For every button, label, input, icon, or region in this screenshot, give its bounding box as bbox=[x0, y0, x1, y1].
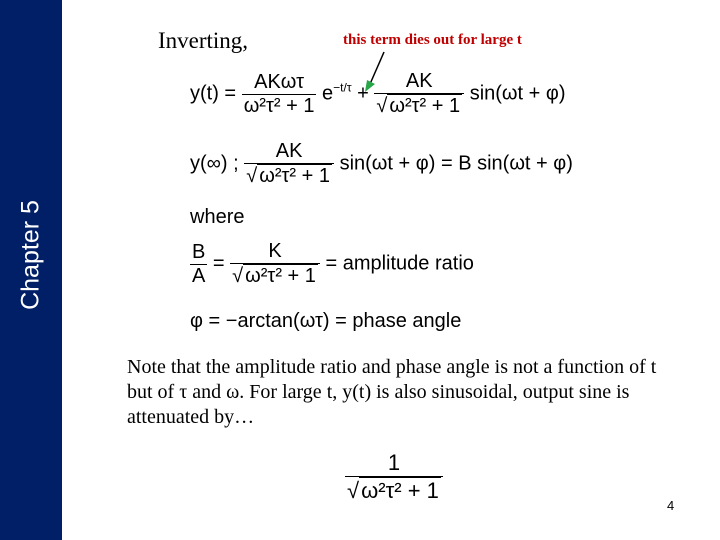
eq1-exponent: −t/τ bbox=[333, 80, 352, 95]
eq2-tail: sin(ωt + φ) = B sin(ωt + φ) bbox=[339, 152, 573, 175]
eq1-term2-numerator: AK bbox=[405, 70, 433, 92]
annotation-note: this term dies out for large t bbox=[343, 32, 522, 48]
note-paragraph: Note that the amplitude ratio and phase angle is not a function of t but of τ and ω. For large t, y(t) is also sinusoidal, output sine is attenuated by… bbox=[127, 356, 657, 428]
eq1-plus: + bbox=[357, 82, 369, 105]
eq3-fraction bbox=[230, 240, 320, 288]
equation-steady-state bbox=[190, 140, 573, 188]
eq1-fraction-2 bbox=[374, 70, 464, 118]
eq2-numerator: AK bbox=[275, 140, 303, 162]
eq3-tail: = amplitude ratio bbox=[325, 252, 474, 275]
eq3-numerator: K bbox=[268, 240, 282, 262]
eq2-fraction bbox=[244, 140, 334, 188]
final-denominator: √ω²τ² + 1 bbox=[345, 476, 443, 504]
eq1-lhs: y(t) = bbox=[190, 82, 237, 105]
where-label: where bbox=[190, 206, 245, 228]
eq2-radicand: ω²τ² + 1 bbox=[259, 165, 331, 187]
eq1-exponential: e bbox=[322, 82, 334, 105]
final-numerator: 1 bbox=[387, 450, 401, 475]
equation-phase-angle: φ = −arctan(ωτ) = phase angle bbox=[190, 310, 462, 332]
eq2-lhs: y(∞) ; bbox=[190, 152, 239, 175]
eq1-sine-term: sin(ωt + φ) bbox=[469, 82, 566, 105]
final-fraction bbox=[345, 450, 443, 504]
slide-heading: Inverting, bbox=[158, 28, 249, 53]
equation-amplitude-ratio bbox=[190, 240, 474, 288]
eq1-term1-denominator: ω²τ² + 1 bbox=[243, 94, 315, 117]
eq1-term1-numerator: AKωτ bbox=[254, 70, 305, 93]
equation-response bbox=[190, 70, 566, 118]
attenuation-fraction bbox=[345, 450, 443, 504]
chapter-label: Chapter 5 bbox=[16, 200, 45, 310]
chapter-sidebar bbox=[0, 0, 62, 540]
eq3-ratio-denominator: A bbox=[192, 264, 206, 287]
eq3-radicand: ω²τ² + 1 bbox=[245, 265, 316, 287]
eq3-equals: = bbox=[212, 252, 225, 275]
eq2-denominator: √ ω²τ² + 1 bbox=[244, 163, 334, 188]
eq3-ratio bbox=[190, 241, 207, 288]
eq1-term2-radicand: ω²τ² + 1 bbox=[389, 95, 461, 117]
eq3-denominator: √ ω²τ² + 1 bbox=[230, 263, 320, 288]
eq1-fraction-1 bbox=[242, 71, 317, 118]
eq1-term2-denominator: √ ω²τ² + 1 bbox=[374, 93, 464, 118]
page-number: 4 bbox=[667, 498, 675, 513]
eq3-ratio-numerator: B bbox=[192, 240, 206, 263]
final-radicand: ω²τ² + 1 bbox=[361, 478, 439, 503]
